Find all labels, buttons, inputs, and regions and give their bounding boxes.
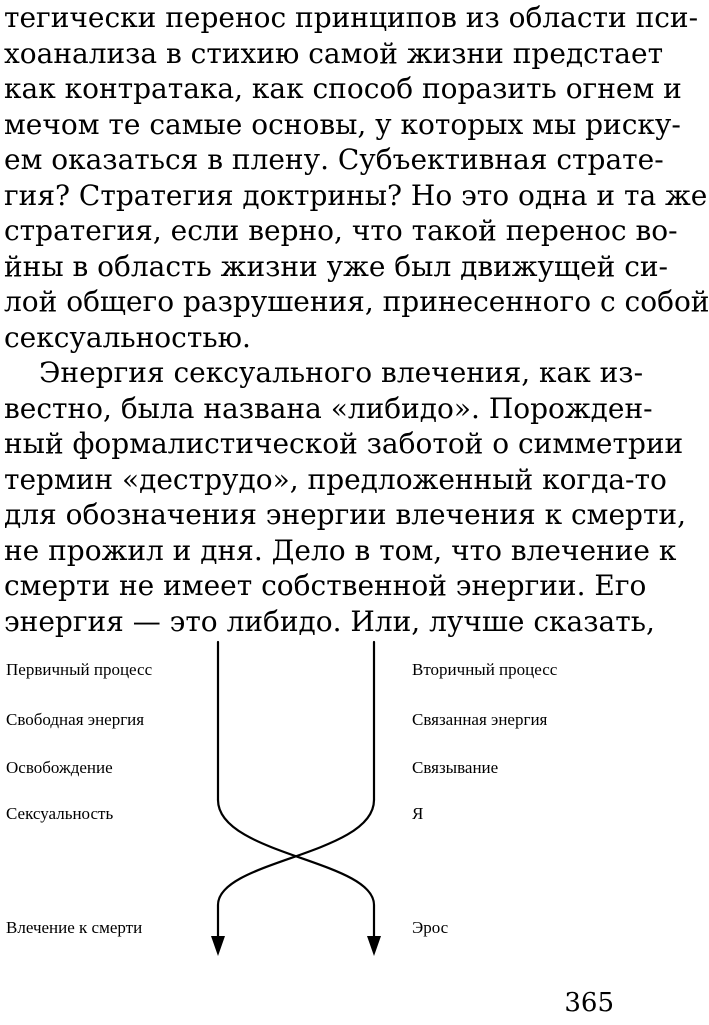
text-line: йны в область жизни уже был движущей си-: [4, 249, 669, 283]
text-line: Энергия сексуального влечения, как из-: [39, 356, 644, 389]
text-line: гия? Стратегия доктрины? Но это одна и та же: [4, 178, 708, 212]
text-line: смерти не имеет собственной энергии. Его: [4, 569, 647, 602]
arrowhead-right: [367, 936, 381, 956]
text-line: для обозначения энергии влечения к смерти,: [4, 498, 686, 531]
text-line: вестно, была названа «либидо». Порожден-: [4, 391, 653, 425]
right-label-binding: Связывание: [412, 758, 499, 777]
right-label-bound-energy: Связанная энергия: [412, 710, 548, 729]
right-label-secondary-process: Вторичный процесс: [412, 660, 558, 679]
left-label-free-energy: Свободная энергия: [6, 710, 145, 729]
drives-diagram: [0, 640, 620, 970]
left-label-sexuality: Сексуальность: [6, 804, 114, 823]
text-line: энергия — это либидо. Или, лучше сказать,: [4, 604, 655, 638]
arrowhead-left: [211, 936, 225, 956]
text-line: сексуальностью.: [4, 320, 251, 354]
text-line: как контратака, как способ поразить огнем и: [4, 72, 682, 105]
left-label-release: Освобождение: [6, 758, 113, 777]
text-line: хоанализа в стихию самой жизни предстает: [4, 36, 664, 70]
text-line: термин «деструдо», предложенный когда-то: [4, 462, 667, 496]
page-number: 365: [564, 988, 614, 1018]
text-line: ем оказаться в плену. Субъективная страте-: [4, 143, 664, 176]
text-line: не прожил и дня. Дело в том, что влечение к: [4, 533, 677, 567]
text-line: тегически перенос принципов из области пси-: [4, 1, 699, 34]
crossing-curve-left-to-right: [218, 800, 374, 940]
text-line: мечом те самые основы, у которых мы риску-: [4, 107, 681, 141]
text-line: лой общего разрушения, принесенного с собой: [4, 285, 709, 318]
left-label-death-drive: Влечение к смерти: [6, 918, 143, 937]
right-label-ego: Я: [412, 804, 424, 823]
text-line: стратегия, если верно, что такой перенос во-: [4, 214, 678, 247]
body-text: [4, 0, 709, 639]
crossing-curve-right-to-left: [218, 800, 374, 940]
text-line: ный формалистической заботой о симметрии: [4, 427, 684, 460]
left-label-primary-process: Первичный процесс: [6, 660, 153, 679]
right-label-eros: Эрос: [412, 918, 449, 937]
